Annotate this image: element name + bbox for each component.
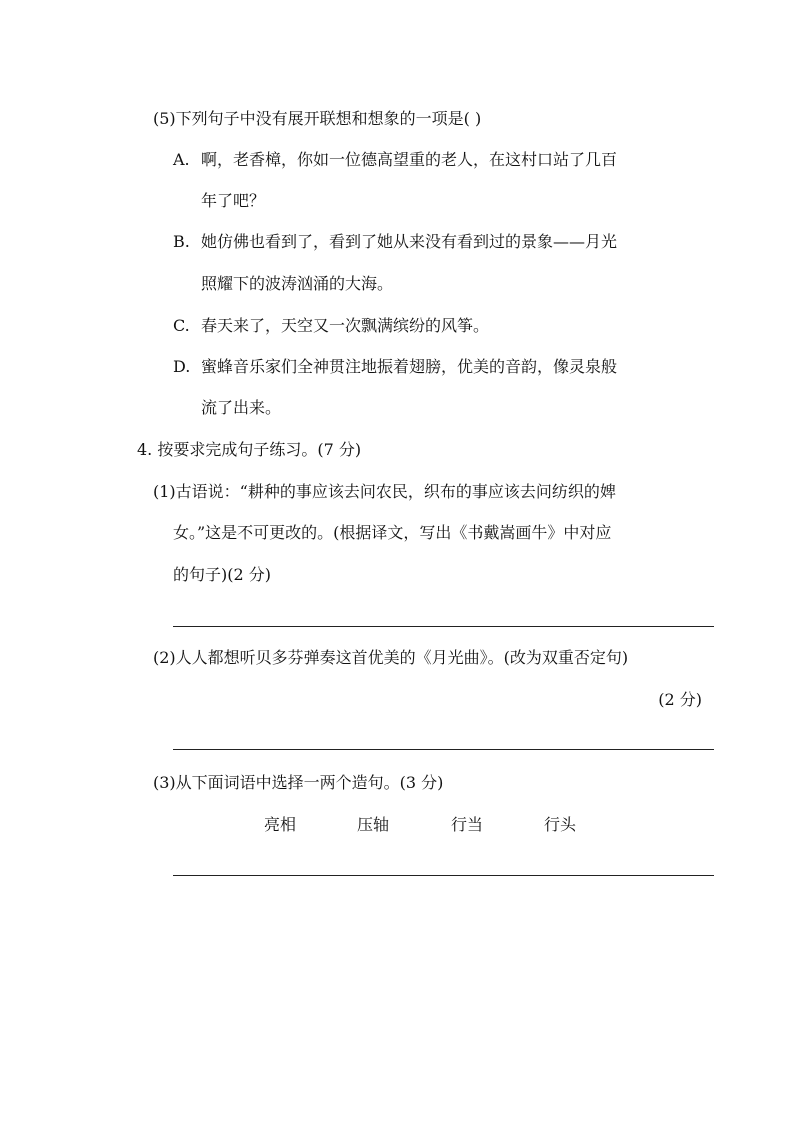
word-option: 行头 [544,815,577,834]
option-text: 春天来了，天空又一次飘满缤纷的风筝。 [201,316,490,335]
q4-sub1-line2: 女。”这是不可更改的。(根据译文，写出《书戴嵩画牛》中对应 [173,523,612,542]
q4-sub2-score: (2 分) [658,690,702,709]
q4-sub2-line1: (2)人人都想听贝多芬弹奏这首优美的《月光曲》。(改为双重否定句) [153,648,629,667]
option-letter: D. [173,357,191,376]
word-option: 行当 [451,815,484,834]
option-text-continued: 年了吧？ [201,191,266,210]
option-letter: B. [173,232,190,251]
option-text-continued: 流了出来。 [201,398,282,417]
q4-sub3-line1: (3)从下面词语中选择一两个造句。(3 分) [153,773,444,792]
q4-sub1-line3: 的句子)(2 分) [173,565,271,584]
option-text-continued: 照耀下的波涛汹涌的大海。 [201,274,394,293]
word-option: 亮相 [264,815,297,834]
answer-line-3[interactable] [173,875,714,876]
q4-sub1-line1: (1)古语说：“耕种的事应该去问农民，织布的事应该去问纺织的婢 [153,482,616,501]
option-text: 啊，老香樟，你如一位德高望重的老人，在这村口站了几百 [201,150,618,169]
answer-line-2[interactable] [173,749,714,750]
answer-line-1[interactable] [173,626,714,627]
option-text: 蜜蜂音乐家们全神贯注地振着翅膀，优美的音韵，像灵泉般 [201,357,618,376]
option-letter: A. [173,150,190,169]
q5-stem: (5)下列句子中没有展开联想和想象的一项是( ) [153,109,482,128]
q4-title: 4. 按要求完成句子练习。(7 分) [137,440,362,459]
word-option: 压轴 [357,815,390,834]
option-text: 她仿佛也看到了，看到了她从来没有看到过的景象——月光 [201,232,618,251]
option-letter: C. [173,316,190,335]
